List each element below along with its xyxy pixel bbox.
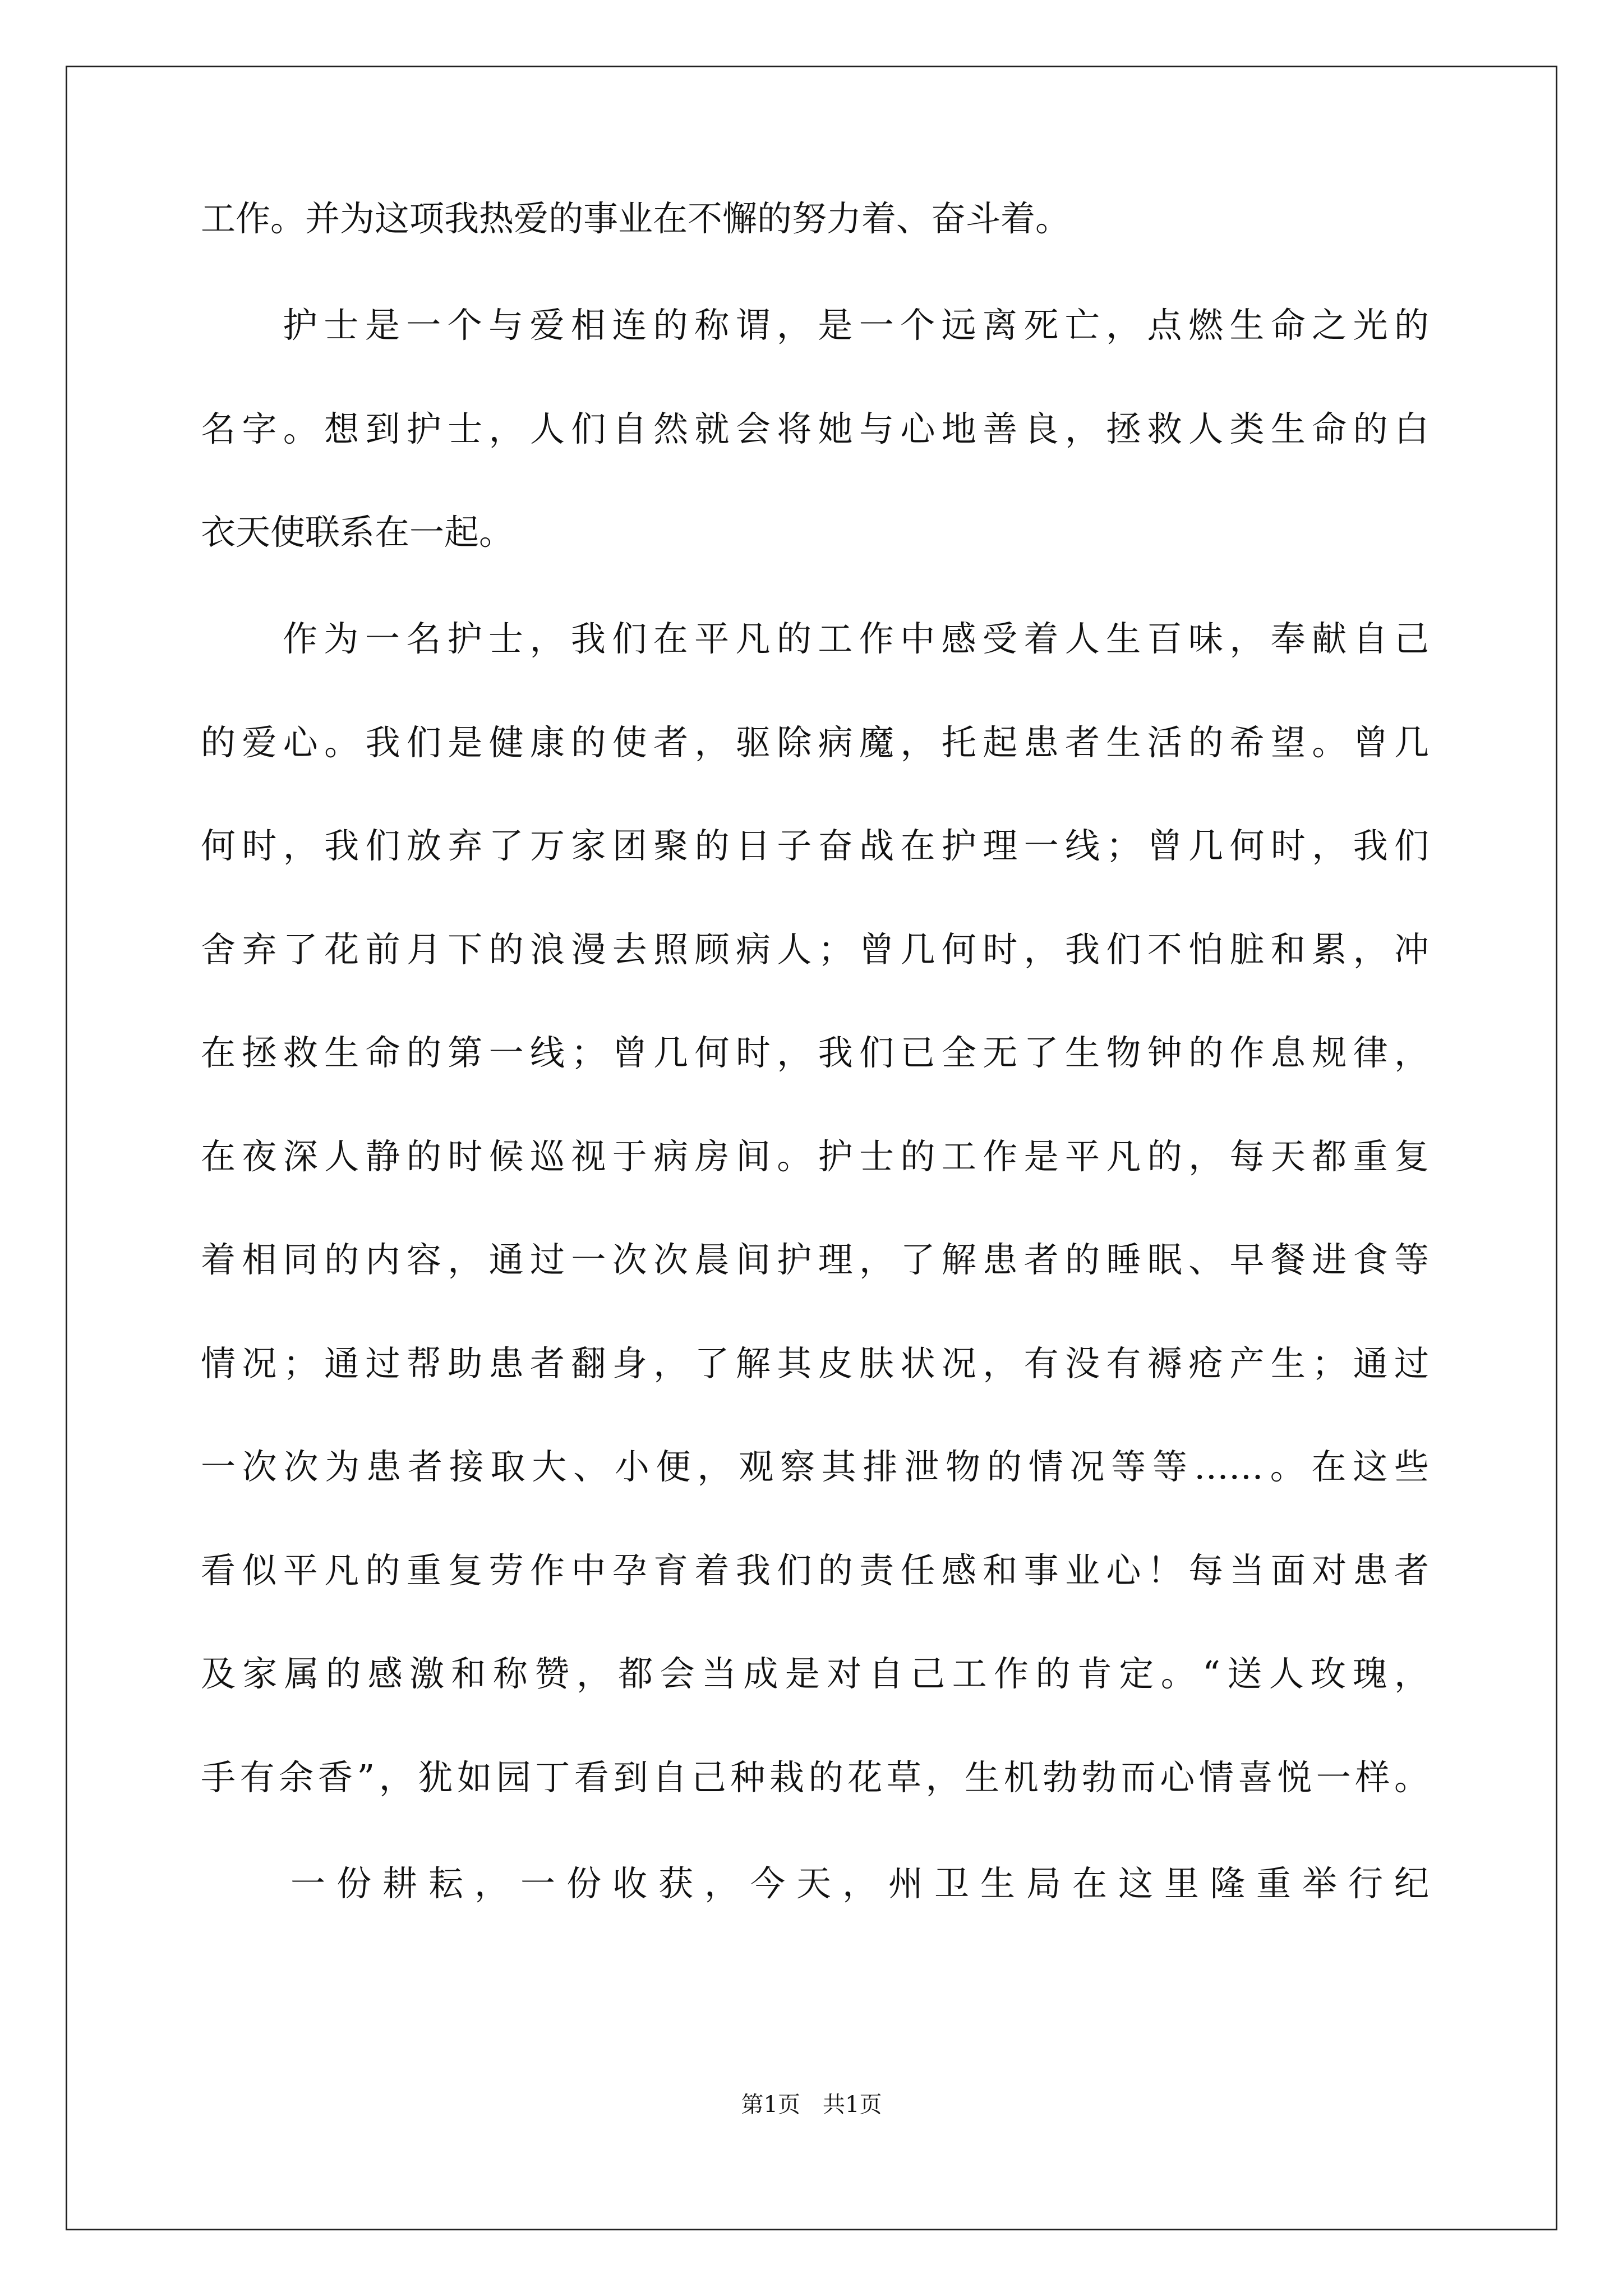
text-line: 衣天使联系在一起。 xyxy=(201,512,514,553)
text-line: 在夜深人静的时候巡视于病房间。护士的工作是平凡的，每天都重复 xyxy=(201,1136,1429,1177)
text-line: 在拯救生命的第一线；曾几何时，我们已全无了生物钟的作息规律， xyxy=(201,1032,1429,1073)
text-line: 一次次为患者接取大、小便，观察其排泄物的情况等等……。在这些 xyxy=(201,1446,1429,1487)
text-line: 情况；通过帮助患者翻身，了解其皮肤状况，有没有褥疮产生；通过 xyxy=(201,1343,1429,1384)
text-line: 工作。并为这项我热爱的事业在不懈的努力着、奋斗着。 xyxy=(201,198,1071,239)
text-line: 及家属的感激和称赞，都会当成是对自己工作的肯定。“送人玫瑰， xyxy=(201,1653,1429,1694)
text-line: 看似平凡的重复劳作中孕育着我们的责任感和事业心！每当面对患者 xyxy=(201,1550,1429,1591)
text-line: 护士是一个与爱相连的称谓，是一个远离死亡，点燃生命之光的 xyxy=(283,305,1429,346)
text-line: 作为一名护士，我们在平凡的工作中感受着人生百味，奉献自己 xyxy=(283,618,1429,659)
text-line: 的爱心。我们是健康的使者，驱除病魔，托起患者生活的希望。曾几 xyxy=(201,722,1429,763)
text-line: 舍弃了花前月下的浪漫去照顾病人；曾几何时，我们不怕脏和累，冲 xyxy=(201,929,1429,970)
text-line: 名字。想到护士，人们自然就会将她与心地善良，拯救人类生命的白 xyxy=(201,408,1429,449)
text-line: 一份耕耘，一份收获，今天，州卫生局在这里隆重举行纪 xyxy=(291,1863,1429,1904)
text-line: 何时，我们放弃了万家团聚的日子奋战在护理一线；曾几何时，我们 xyxy=(201,825,1429,866)
text-line: 着相同的内容，通过一次次晨间护理，了解患者的睡眠、早餐进食等 xyxy=(201,1239,1429,1280)
text-line: 手有余香”，犹如园丁看到自己种栽的花草，生机勃勃而心情喜悦一样。 xyxy=(201,1757,1429,1798)
page-number-footer: 第1页 共1页 xyxy=(741,2092,882,2118)
